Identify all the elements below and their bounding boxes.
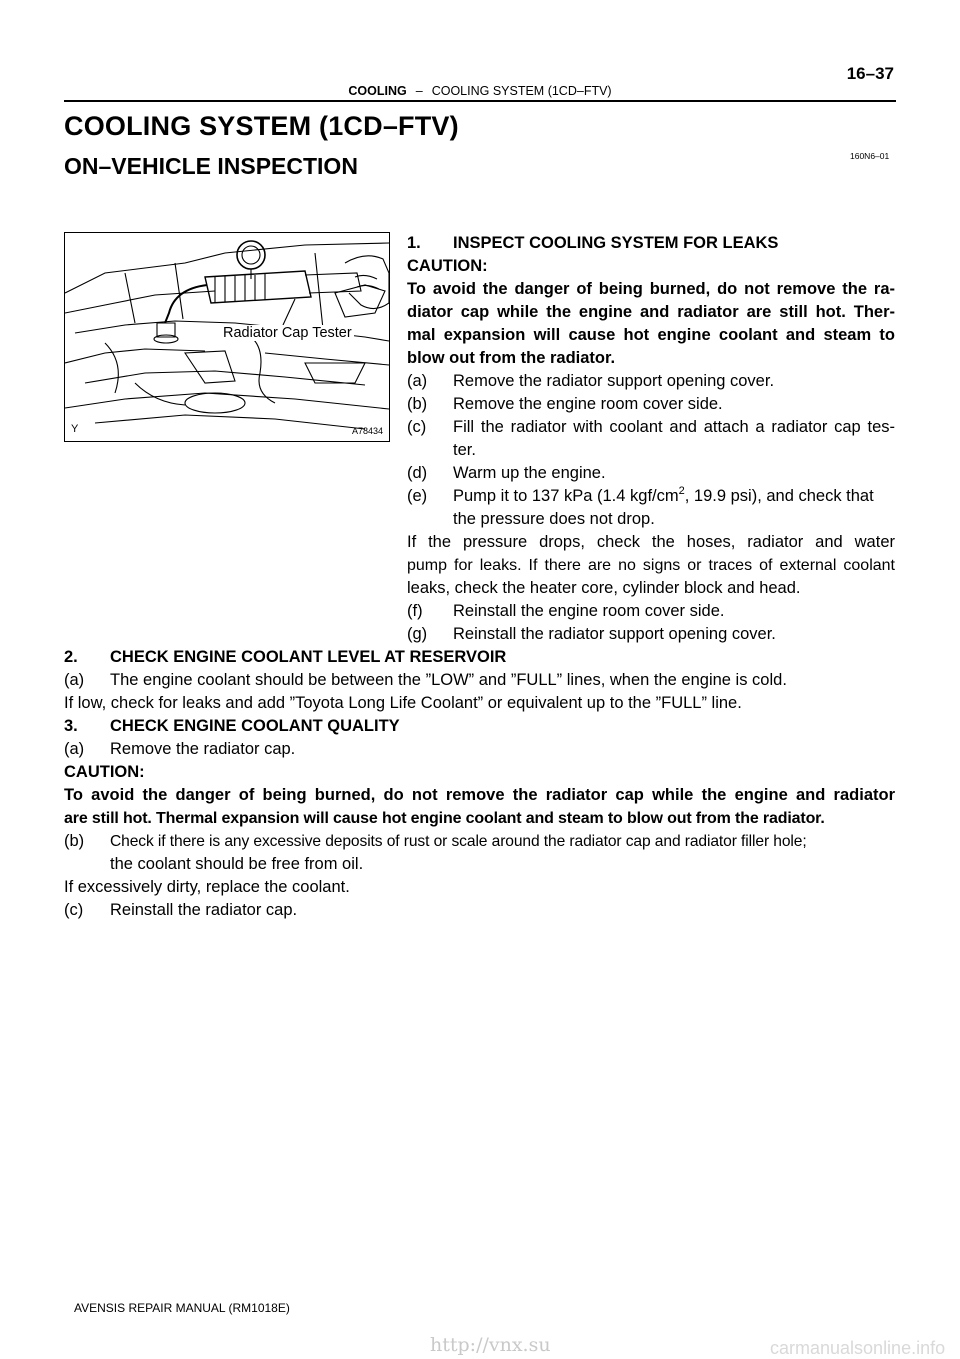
step2-note: If low, check for leaks and add ”Toyota Long Life Coolant” or equivalent up to the ”FULL” line. <box>64 694 742 712</box>
page-number: 16–37 <box>846 64 894 83</box>
header-dash: – <box>415 84 423 98</box>
step1-c-text-cont: ter. <box>453 441 476 459</box>
step2-heading: CHECK ENGINE COOLANT LEVEL AT RESERVOIR <box>110 648 507 666</box>
step1-d-text: Warm up the engine. <box>453 464 606 482</box>
step3-caution-line: are still hot. Thermal expansion will cause hot engine coolant and steam to blow out from the radiator. <box>64 810 825 827</box>
header-subsection: COOLING SYSTEM (1CD–FTV) <box>431 84 612 98</box>
step3-note: If excessively dirty, replace the coolant. <box>64 878 350 896</box>
step1-caution-line: blow out from the radiator. <box>407 349 616 367</box>
step3-caution-label: CAUTION: <box>64 763 145 781</box>
step3-b-text-cont: the coolant should be free from oil. <box>110 855 364 873</box>
step1-e-text <box>453 485 874 508</box>
step1-caution-line: mal expansion will cause hot engine coolant and steam to <box>407 326 895 344</box>
step1-f-label: (f) <box>407 602 423 620</box>
radiator-cap-tester-illustration <box>64 232 390 442</box>
figure-callout-label: Radiator Cap Tester <box>223 325 352 341</box>
step1-note-line: leaks, check the heater core, cylinder block and head. <box>407 579 801 597</box>
step2-a-text: The engine coolant should be between the ”LOW” and ”FULL” lines, when the engine is cold. <box>110 671 787 689</box>
figure-id: A78434 <box>351 426 383 436</box>
step1-caution-label: CAUTION: <box>407 257 488 275</box>
step1-b-text: Remove the engine room cover side. <box>453 395 723 413</box>
step3-c-text: Reinstall the radiator cap. <box>110 901 298 919</box>
step1-e-text-a: Pump it to 137 kPa (1.4 kgf/cm <box>453 487 679 505</box>
figure-corner-mark: Y <box>71 423 79 435</box>
step1-a-text: Remove the radiator support opening cover. <box>453 372 775 390</box>
step1-f-text: Reinstall the engine room cover side. <box>453 602 725 620</box>
step1-g-text: Reinstall the radiator support opening cover. <box>453 625 776 643</box>
step3-number: 3. <box>64 717 78 735</box>
header-section: COOLING <box>348 84 407 98</box>
step1-d-label: (d) <box>407 464 428 482</box>
step3-a-label: (a) <box>64 740 85 758</box>
step3-caution-line: To avoid the danger of being burned, do not remove the radiator cap while the engine and radiator <box>64 786 895 804</box>
running-header <box>0 84 960 98</box>
step1-heading: INSPECT COOLING SYSTEM FOR LEAKS <box>453 234 779 252</box>
page-title: COOLING SYSTEM (1CD–FTV) <box>64 111 459 141</box>
step1-number: 1. <box>407 234 421 252</box>
step1-e-text-cont: the pressure does not drop. <box>453 510 655 528</box>
step3-b-text: Check if there is any excessive deposits of rust or scale around the radiator cap and radiator filler hole; <box>110 833 807 850</box>
page-footer: AVENSIS REPAIR MANUAL (RM1018E) <box>74 1301 290 1315</box>
step1-caution-line: To avoid the danger of being burned, do not remove the ra- <box>407 280 895 298</box>
step2-number: 2. <box>64 648 78 666</box>
header-rule <box>64 100 896 102</box>
watermark-link[interactable]: http://vnx.su <box>430 1334 551 1356</box>
step3-b-label: (b) <box>64 832 85 850</box>
step3-c-label: (c) <box>64 901 84 919</box>
step1-c-label: (c) <box>407 418 427 436</box>
step1-caution-line: diator cap while the engine and radiator are still hot. Ther- <box>407 303 895 321</box>
step3-a-text: Remove the radiator cap. <box>110 740 296 758</box>
step1-a-label: (a) <box>407 372 428 390</box>
step1-e-text-b: , 19.9 psi), and check that <box>684 487 874 505</box>
step1-g-label: (g) <box>407 625 428 643</box>
step1-e-label: (e) <box>407 487 428 505</box>
page-subtitle: ON–VEHICLE INSPECTION <box>64 153 358 179</box>
watermark-site: carmanualsonline.info <box>770 1338 946 1358</box>
document-code: 160N6–01 <box>850 151 890 161</box>
step1-b-label: (b) <box>407 395 428 413</box>
step3-heading: CHECK ENGINE COOLANT QUALITY <box>110 717 400 735</box>
step1-note-line: If the pressure drops, check the hoses, radiator and water <box>407 533 895 551</box>
step1-note-line: pump for leaks. If there are no signs or traces of external coolant <box>407 557 895 574</box>
step2-a-label: (a) <box>64 671 85 689</box>
step1-e-superscript: 2 <box>678 485 685 497</box>
step1-c-text: Fill the radiator with coolant and attach a radiator cap tes- <box>453 418 895 436</box>
